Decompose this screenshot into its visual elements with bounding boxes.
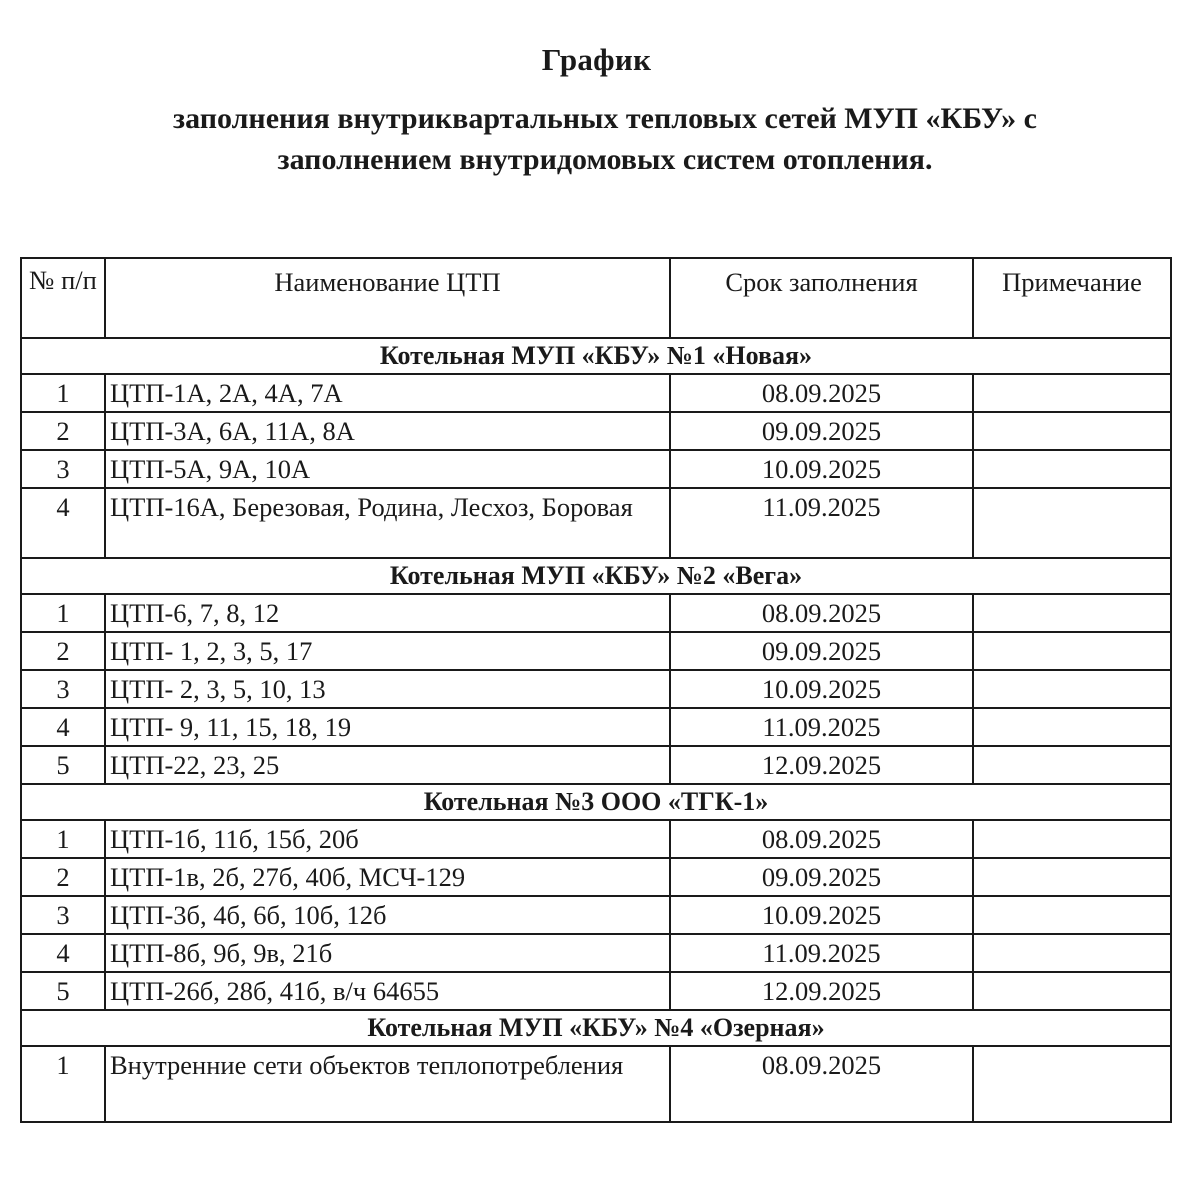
row-num: 2 [21, 858, 105, 896]
row-name: ЦТП-3б, 4б, 6б, 10б, 12б [105, 896, 670, 934]
table-row [21, 934, 1171, 972]
row-date: 08.09.2025 [670, 594, 973, 632]
row-date: 11.09.2025 [670, 488, 973, 558]
table-header-row [21, 258, 1171, 338]
table-row [21, 746, 1171, 784]
row-note [973, 858, 1171, 896]
row-name: ЦТП-8б, 9б, 9в, 21б [105, 934, 670, 972]
table-row [21, 488, 1171, 558]
table-row [21, 670, 1171, 708]
row-date: 08.09.2025 [670, 374, 973, 412]
row-date: 09.09.2025 [670, 858, 973, 896]
section-title: Котельная МУП «КБУ» №4 «Озерная» [21, 1010, 1171, 1046]
row-note [973, 450, 1171, 488]
document-subtitle: заполнения внутриквартальных тепловых сетей МУП «КБУ» с заполнением внутридомовых систем отопления. [173, 102, 1037, 176]
row-num: 3 [21, 896, 105, 934]
row-note [973, 594, 1171, 632]
row-num: 5 [21, 972, 105, 1010]
row-name: ЦТП-1в, 2б, 27б, 40б, МСЧ-129 [105, 858, 670, 896]
row-num: 4 [21, 934, 105, 972]
row-note [973, 374, 1171, 412]
row-name: ЦТП-26б, 28б, 41б, в/ч 64655 [105, 972, 670, 1010]
document-title: График [541, 42, 652, 77]
row-num: 1 [21, 1046, 105, 1122]
row-note [973, 934, 1171, 972]
row-note [973, 1046, 1171, 1122]
row-note [973, 972, 1171, 1010]
row-date: 09.09.2025 [670, 632, 973, 670]
section-row [21, 1010, 1171, 1046]
section-row [21, 338, 1171, 374]
row-name: ЦТП-1А, 2А, 4А, 7А [105, 374, 670, 412]
row-date: 11.09.2025 [670, 708, 973, 746]
section-row [21, 784, 1171, 820]
row-name: ЦТП- 2, 3, 5, 10, 13 [105, 670, 670, 708]
row-num: 1 [21, 820, 105, 858]
row-num: 4 [21, 488, 105, 558]
row-note [973, 820, 1171, 858]
row-name: ЦТП-16А, Березовая, Родина, Лесхоз, Боровая [105, 488, 670, 558]
row-name: ЦТП-5А, 9А, 10А [105, 450, 670, 488]
row-name: ЦТП-6, 7, 8, 12 [105, 594, 670, 632]
table-row [21, 632, 1171, 670]
row-name: Внутренние сети объектов теплопотребления [105, 1046, 670, 1122]
row-date: 10.09.2025 [670, 896, 973, 934]
row-date: 09.09.2025 [670, 412, 973, 450]
row-name: ЦТП-1б, 11б, 15б, 20б [105, 820, 670, 858]
section-title: Котельная МУП «КБУ» №2 «Вега» [21, 558, 1171, 594]
section-title: Котельная МУП «КБУ» №1 «Новая» [21, 338, 1171, 374]
row-date: 08.09.2025 [670, 1046, 973, 1122]
row-num: 4 [21, 708, 105, 746]
table-row [21, 412, 1171, 450]
row-note [973, 896, 1171, 934]
row-num: 2 [21, 412, 105, 450]
row-num: 5 [21, 746, 105, 784]
header-date: Срок заполнения [670, 258, 973, 338]
row-note [973, 746, 1171, 784]
row-date: 12.09.2025 [670, 972, 973, 1010]
row-name: ЦТП- 1, 2, 3, 5, 17 [105, 632, 670, 670]
section-title: Котельная №3 ООО «ТГК-1» [21, 784, 1171, 820]
row-name: ЦТП-22, 23, 25 [105, 746, 670, 784]
row-date: 08.09.2025 [670, 820, 973, 858]
table-row [21, 450, 1171, 488]
row-date: 12.09.2025 [670, 746, 973, 784]
row-name: ЦТП- 9, 11, 15, 18, 19 [105, 708, 670, 746]
row-num: 3 [21, 450, 105, 488]
row-num: 1 [21, 594, 105, 632]
header-note: Примечание [973, 258, 1171, 338]
row-num: 1 [21, 374, 105, 412]
row-note [973, 412, 1171, 450]
table-row [21, 374, 1171, 412]
section-row [21, 558, 1171, 594]
table-row [21, 858, 1171, 896]
row-date: 10.09.2025 [670, 450, 973, 488]
header-num: № п/п [21, 258, 105, 338]
row-note [973, 670, 1171, 708]
row-note [973, 488, 1171, 558]
header-name: Наименование ЦТП [105, 258, 670, 338]
schedule-table [20, 257, 1172, 1123]
table-row [21, 820, 1171, 858]
row-note [973, 708, 1171, 746]
row-name: ЦТП-3А, 6А, 11А, 8А [105, 412, 670, 450]
row-date: 10.09.2025 [670, 670, 973, 708]
table-row [21, 1046, 1171, 1122]
row-date: 11.09.2025 [670, 934, 973, 972]
row-note [973, 632, 1171, 670]
row-num: 2 [21, 632, 105, 670]
table-row [21, 896, 1171, 934]
table-row [21, 594, 1171, 632]
table-row [21, 972, 1171, 1010]
table-row [21, 708, 1171, 746]
row-num: 3 [21, 670, 105, 708]
